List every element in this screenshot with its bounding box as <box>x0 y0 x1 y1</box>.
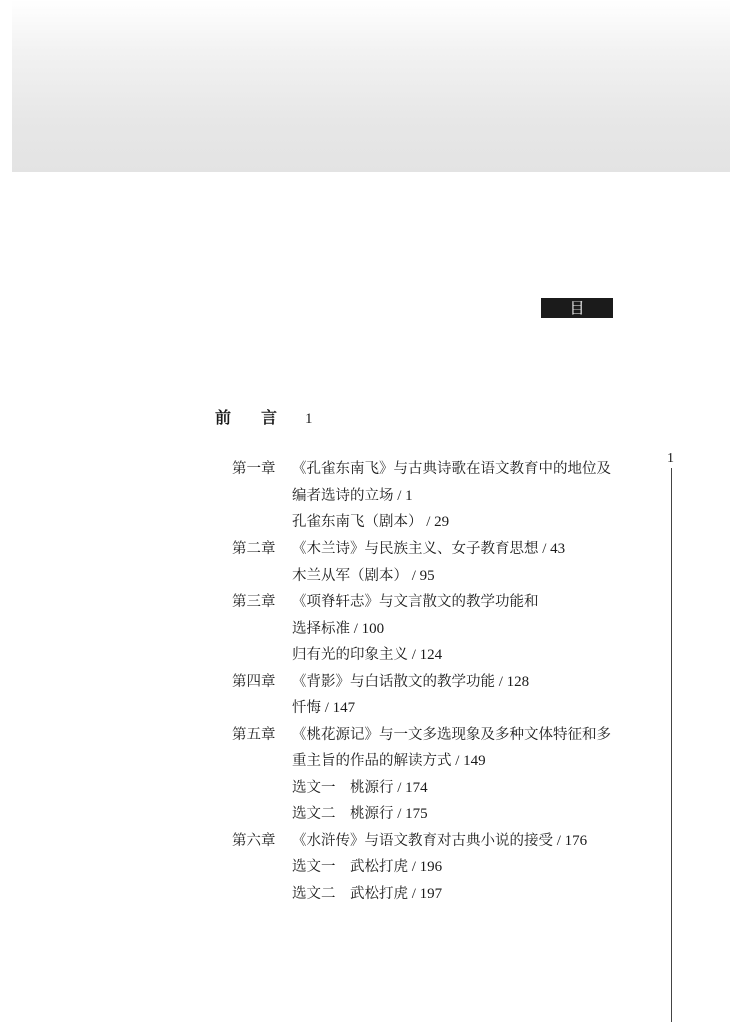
entry-title-with-page <box>292 512 449 532</box>
header-band <box>12 0 730 172</box>
entry-title-with-page <box>292 645 442 665</box>
preface-entry[interactable] <box>215 407 313 430</box>
entry-title: 归有光的印象主义 <box>292 647 408 663</box>
entry-title: 选文一 桃源行 <box>292 780 394 796</box>
chapter-label: 第四章 <box>232 674 276 690</box>
entry-title-with-page <box>292 884 442 904</box>
entry-title-with-page <box>292 751 486 771</box>
entry-title: 木兰从军（剧本） <box>292 568 408 584</box>
entry-title: 选文二 武松打虎 <box>292 886 408 902</box>
preface-label: 前言 <box>215 408 308 427</box>
entry-page: / 128 <box>495 674 530 690</box>
entry-title: 《水浒传》与语文教育对古典小说的接受 <box>292 833 553 849</box>
entry-title: 忏悔 <box>292 700 321 716</box>
entry-title: 孔雀东南飞（剧本） <box>292 514 423 530</box>
margin-rule <box>671 468 672 1022</box>
entry-title-with-page <box>292 857 442 877</box>
entry-title: 选择标准 <box>292 621 350 637</box>
entry-page: / 149 <box>451 753 486 769</box>
toc-title: 目 录 <box>541 298 613 318</box>
entry-title: 《项脊轩志》与文言散文的教学功能和 <box>292 594 539 610</box>
entry-page: / 43 <box>538 541 566 557</box>
entry-page: / 100 <box>350 621 385 637</box>
entry-page: / 95 <box>408 568 435 584</box>
entry-title: 《孔雀东南飞》与古典诗歌在语文教育中的地位及 <box>292 461 611 477</box>
chapter-label: 第三章 <box>232 594 276 610</box>
chapter-label: 第五章 <box>232 727 276 743</box>
entry-page: / 147 <box>321 700 356 716</box>
entry-page: / 176 <box>553 833 588 849</box>
entry-title: 选文二 桃源行 <box>292 806 394 822</box>
entry-title: 《木兰诗》与民族主义、女子教育思想 <box>292 541 539 557</box>
entry-title: 编者选诗的立场 <box>292 488 394 504</box>
entry-title-with-page <box>292 566 435 586</box>
entry-page: / 124 <box>408 647 443 663</box>
entry-title-with-page <box>292 486 413 506</box>
entry-title-with-page <box>292 672 529 692</box>
entry-page: / 1 <box>393 488 413 504</box>
entry-title-with-page <box>292 831 587 851</box>
entry-page: / 174 <box>393 780 428 796</box>
entry-page: / 29 <box>422 514 450 530</box>
preface-page: 1 <box>305 411 313 427</box>
entry-title-with-page <box>292 539 565 559</box>
entry-title-with-page <box>292 619 384 639</box>
chapter-label: 第一章 <box>232 461 276 477</box>
chapter-label: 第二章 <box>232 541 276 557</box>
margin-page-number: 1 <box>667 451 674 466</box>
entry-title: 重主旨的作品的解读方式 <box>292 753 452 769</box>
entry-title: 《背影》与白话散文的教学功能 <box>292 674 495 690</box>
chapter-label: 第六章 <box>232 833 276 849</box>
entry-title-with-page <box>292 778 428 798</box>
entry-title-with-page <box>292 698 355 718</box>
entry-page: / 196 <box>408 859 443 875</box>
entry-page: / 175 <box>393 806 428 822</box>
entry-page: / 197 <box>408 886 443 902</box>
entry-title-with-page <box>292 804 428 824</box>
entry-title: 选文一 武松打虎 <box>292 859 408 875</box>
entry-title: 《桃花源记》与一文多选现象及多种文体特征和多 <box>292 727 611 743</box>
